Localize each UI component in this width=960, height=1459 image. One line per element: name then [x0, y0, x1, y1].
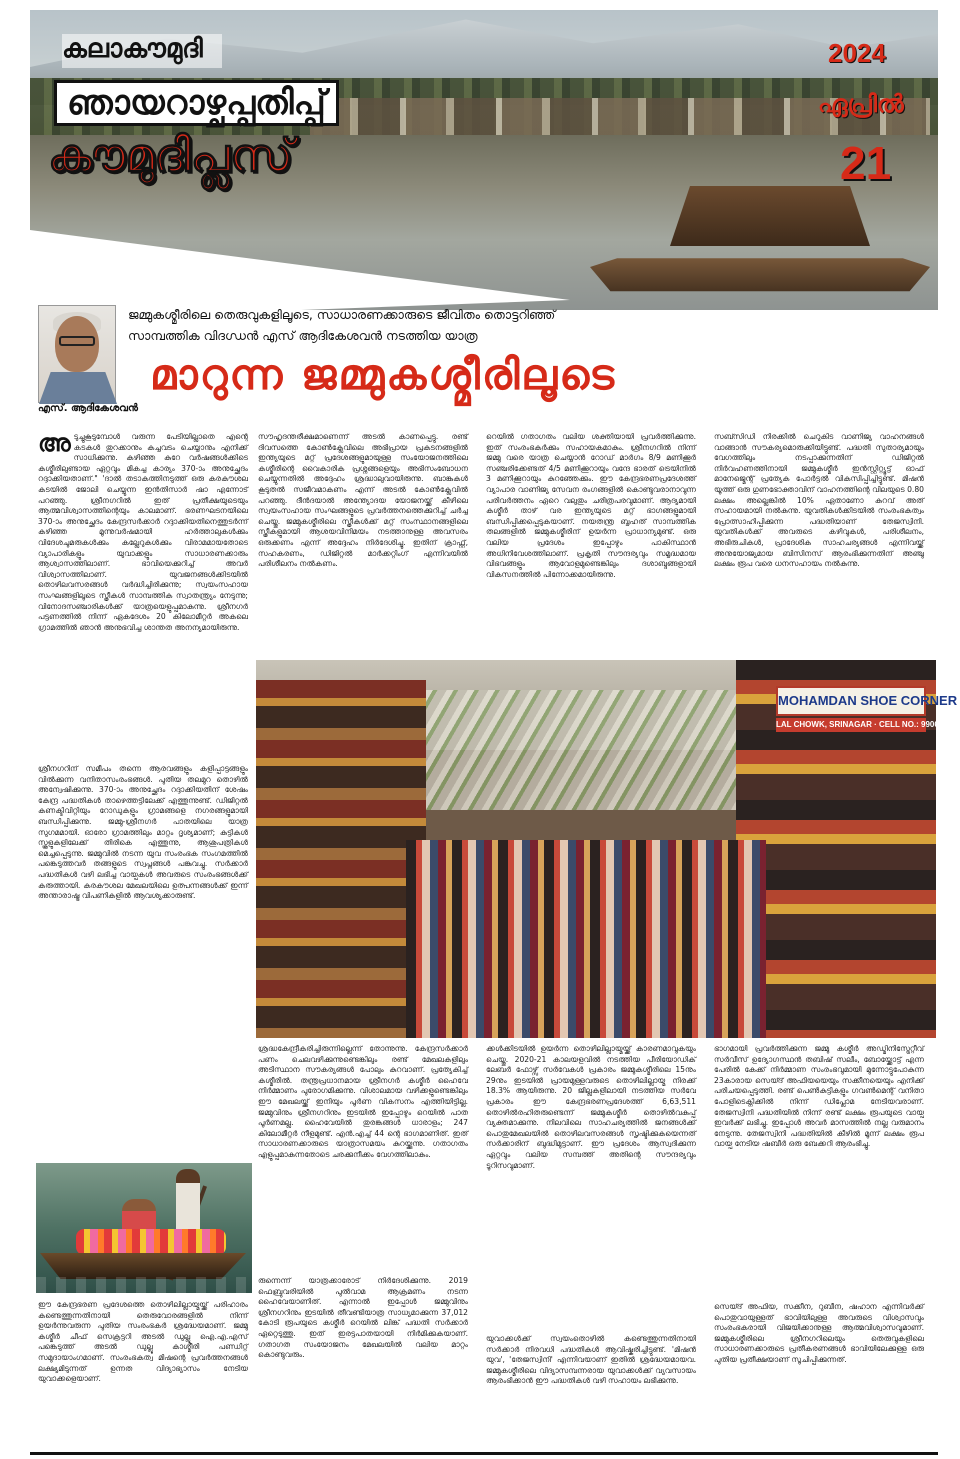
- column-2-foot: രുന്നെന്ന് യാത്രക്കാരോട് നിർദേശിക്കുന്നു. 2019 ഫെബ്രുവരിയിൽ പുൽവാമ ആക്രമണം നടന്ന ഹൈവേയാണിത്. എന്നാൽ ഇപ്പോൾ ജമ്മുവിനും ശ്രീനഗറിനും ഇടയിൽ തീവണ്ടിയാത്ര സാധ്യമാക്കുന്ന 37,012 കോടി രൂപയുടെ കശ്മീർ റെയിൽ ലിങ്ക് പദ്ധതി സർക്കാർ ഏറ്റെടുത്തു. ഇത് ഇരട്ടപാതയായി നിർമിക്കുകയാണ്. ഗതാഗത സംയോജനം മേഖലയിൽ വലിയ മാറ്റം കൊണ്ടുവരും.: [258, 1276, 468, 1360]
- issue-month: ഏപ്രിൽ: [818, 90, 904, 118]
- left-shop-stalls: [256, 680, 426, 1038]
- shop-sign: MOHAMDAN SHOE CORNER: [776, 686, 926, 716]
- bottom-rule: [30, 1452, 938, 1455]
- supplement-name: ഞായറാഴ്ചപ്പതിപ്പ്: [54, 80, 339, 126]
- boat-hull: [40, 1253, 246, 1279]
- column-4-top: സബ്സിഡി നിരക്കിൽ ചെറുകിട വാണിജ്യ വാഹനങ്ങൾ വാങ്ങാൻ സൗകര്യമൊരുക്കിയിട്ടുണ്ട്. പദ്ധതി സുതാര്യമായും വേഗത്തിലും നടപ്പാക്കുന്നതിന് ഡിജിറ്റൽ നിർവഹണത്തിനായി ജമ്മുകശ്മീർ ഇൻസ്റ്റിറ്റ്യൂട്ട് ഓഫ് മാനേജ്മെന്റ് പ്രത്യേക പോർട്ടൽ വികസിപ്പിച്ചിട്ടുണ്ട്. മിഷൻ യൂത്ത് ഒരു ഗുണഭോക്താവിന് വാഹനത്തിന്റെ വിലയുടെ 0.80 ലക്ഷം അല്ലെങ്കിൽ 10% ഏതാണോ കുറവ് അത് സഹായമായി നൽകുന്നു. യുവതികൾക്കിടയിൽ സംരംഭകത്വം പ്രോത്സാഹിപ്പിക്കുന്ന പദ്ധതിയാണ് തേജസ്വിനി. യുവതികൾക്ക് അവരുടെ കഴിവുകൾ, പരിശീലനം, അഭിരുചികൾ, പ്രാദേശിക സാഹചര്യങ്ങൾ എന്നിവയ്ക്ക് അനുയോജ്യമായ ബിസിനസ് ആരംഭിക്കുന്നതിന് അഞ്ചു ലക്ഷം രൂപ വരെ ധനസഹായം നൽകുന്നു.: [714, 432, 924, 569]
- market-street-photo: [256, 660, 958, 1038]
- column-1-top: [38, 429, 248, 762]
- water-reflection: [36, 1277, 252, 1293]
- column-2-top: സൗഹൃദന്തരീക്ഷമാണെന്ന് അടൽ കാണപ്പെട്ടു. രണ്ട് ദിവസത്തെ കോൺക്ലേവിലെ അഭിപ്രായ പ്രകടനങ്ങളിൽ ഇന്ത്യയുടെ മറ്റ് പ്രദേശങ്ങളുമായുള്ള സംയോജനത്തിലെ കശ്മീരിന്റെ വൈകാരിക പ്രശ്നങ്ങളെയും അഭിസംബോധന ചെയ്യുന്നതിൽ അദ്ദേഹം ശ്രദ്ധാലുവായിരുന്നു. ബാങ്കുകൾ കൂടുതൽ സജീവമാകണം എന്ന് അടൽ കോൺക്ലേവിൽ പറഞ്ഞു. ദീൻദയാൽ അന്ത്യോദയ യോജനയ്ക്ക് കീഴിലെ സ്വയംസഹായ സംഘങ്ങളുടെ പ്രവർത്തനത്തെക്കുറിച്ച് ചർച്ച ചെയ്തു. ജമ്മുകശ്മീരിലെ സ്ത്രീകൾക്ക് മറ്റ് സംസ്ഥാനങ്ങളിലെ സ്ത്രീകളുമായി ആശയവിനിമയം നടത്താനുള്ള അവസരം ഒരുക്കണം എന്ന് അദ്ദേഹം നിർദേശിച്ചു. ഇതിന് ക്രാഫ്റ്റ്, സഹകരണം, ഡിജിറ്റൽ മാർക്കറ്റിംഗ് എന്നിവയിൽ പരിശീലനം നൽകണം.: [258, 432, 468, 569]
- article-intro: ജമ്മുകശ്മീരിലെ തെരുവുകളിലൂടെ, സാധാരണക്കാരുടെ ജീവിതം തൊട്ടറിഞ്ഞ് സാമ്പത്തിക വിദഗ്ധൻ എസ് ആദികേശവൻ നടത്തിയ യാത്ര: [128, 307, 556, 343]
- flower-bouquets: [76, 1229, 226, 1255]
- shikara-canopy: [670, 186, 870, 246]
- publication-name: കലാകൗമുദി: [62, 34, 222, 68]
- flower-boat-photo: [36, 1163, 252, 1293]
- hanging-banners: [426, 690, 756, 810]
- author-glasses: [59, 336, 95, 346]
- column-1-middle: ശ്രീനഗറിന് സമീപം തന്നെ ആരവങ്ങളും കളിപ്പാട്ടങ്ങളും വിൽക്കുന്ന വനിതാസംരംഭങ്ങൾ. പുതിയ തലമുറ തൊഴിൽ അന്വേഷിക്കുന്നു. 370-ാം അനുച്ഛേദം റദ്ദാക്കിയതിന് ശേഷം കേന്ദ്ര പദ്ധതികൾ താഴെത്തട്ടിലേക്ക് എത്തുന്നുണ്ട്. ഡിജിറ്റൽ കണക്ടിവിറ്റിയും റോഡുകളും ഗ്രാമങ്ങളെ നഗരങ്ങളുമായി ബന്ധിപ്പിക്കുന്നു. ജമ്മു-ശ്രീനഗർ പാതയിലെ യാത്ര സുഗമമായി. ഓരോ ഗ്രാമത്തിലും മാറ്റം ദൃശ്യമാണ്; കുട്ടികൾ സ്കൂളുകളിലേക്ക് തിരികെ എത്തുന്നു, ആശുപത്രികൾ മെച്ചപ്പെടുന്നു. ജമ്മുവിൽ നടന്ന യുവ സംരംഭക സംഗമത്തിൽ പങ്കെടുത്തവർ തങ്ങളുടെ സ്വപ്നങ്ങൾ പങ്കുവച്ചു. സർക്കാർ പദ്ധതികൾ വഴി ലഭിച്ച വായ്പകൾ അവരുടെ സംരംഭങ്ങൾക്ക് കരുത്തായി. കരകൗശല മേഖലയിലെ ഉത്പന്നങ്ങൾക്ക് ഇന്ന് അന്താരാഷ്ട്ര വിപണികളിൽ ആവശ്യക്കാരുണ്ട്.: [38, 764, 248, 901]
- column-3-foot: യുവാക്കൾക്ക് സ്വയംതൊഴിൽ കണ്ടെത്തുന്നതിനായി സർക്കാർ നിരവധി പദ്ധതികൾ ആവിഷ്കരിച്ചിട്ടുണ്ട്. 'മിഷൻ യുവ', 'തേജസ്വിനി' എന്നിവയാണ് ഇതിൽ ശ്രദ്ധേയമായവ. ജമ്മുകശ്മീരിലെ വിദ്യാസമ്പന്നരായ യുവാക്കൾക്ക് വ്യവസായം ആരംഭിക്കാൻ ഈ പദ്ധതികൾ വഴി സഹായം ലഭിക്കുന്നു.: [486, 1334, 696, 1386]
- column-1-bottom: ഈ കേന്ദ്രഭരണ പ്രദേശത്തെ തൊഴിലില്ലായ്മയ്ക്ക് പരിഹാരം കണ്ടെത്തുന്നതിനായി തെരുവോരങ്ങളിൽ നിന്ന് ഉയർന്നുവരുന്ന പുതിയ സംരംഭകർ ശ്രദ്ധേയമാണ്. ജമ്മു കശ്മീർ ചീഫ് സെക്രട്ടറി അടൽ ഡുല്ലൂ ഐ.എ.എസ് പങ്കെടുത്ത് അടൽ ഡുല്ലൂ കാശ്മീരി പണ്ഡിറ്റ് സമുദായാംഗമാണ്. സംരംഭകത്വ മിഷന്റെ പ്രവർത്തനങ്ങൾ ലക്ഷ്യമിടുന്നത് ഉന്നത വിദ്യാഭ്യാസം നേടിയ യുവാക്കളെയാണ്.: [38, 1300, 248, 1384]
- shop-sign-subtitle: LAL CHOWK, SRINAGAR · CELL NO.: 9906781: [776, 718, 926, 732]
- column-4-foot: സെയ്ദ് അഫിയ, സക്കീന, റുബീന, ഷഹാന എന്നിവർക്ക് പൊതുവായുള്ളത് ഭാവിയിലുള്ള അവരുടെ വിശ്വാസവും സംരംഭകരായി വിജയിക്കാനുള്ള ആത്മവിശ്വാസവുമാണ്. ജമ്മുകശ്മീരിലെ ശ്രീനഗറിലെയും തെരുവുകളിലെ സാധാരണക്കാരുടെ പ്രതീകരണങ്ങൾ ഭാവിയിലേക്കുള്ള ഒരു പുതിയ പ്രതീക്ഷയാണ് സൂചിപ്പിക്കുന്നത്.: [714, 1302, 924, 1364]
- column-2-bottom: ശ്രദ്ധകേന്ദ്രീകരിച്ചിരുന്നില്ലെന്ന് തോന്നുന്നു. കേന്ദ്രസർക്കാർ പണം ചെലവഴിക്കുന്നുണ്ടെങ്കിലും രണ്ട് മേഖലകളിലും അടിസ്ഥാന സൗകര്യങ്ങൾ പോലും കുറവാണ്. പ്രത്യേകിച്ച് കശ്മീരിൽ. തന്ത്രപ്രധാനമായ ശ്രീനഗർ കശ്മീർ ഹൈവേ നിർമ്മാണം പുരോഗമിക്കുന്നു. വിശാലമായ വഴിക്കളുണ്ടെങ്കിലും ഈ മേഖലയ്ക്ക് ഇനിയും പൂർണ വികസനം എത്തിയിട്ടില്ല. ജമ്മുവിനും ശ്രീനഗറിനും ഇടയിൽ ഇപ്പോഴും റെയിൽ പാത പൂർണമല്ല. ഹൈവേയിൽ തുരങ്കങ്ങൾ ധാരാളം; 247 കിലോമീറ്റർ നീളമുണ്ട്. എൻ.എച്ച് 44 ന്റെ ഭാഗമാണിത്. ഇത് സാധാരണക്കാരുടെ യാത്രാസമയം കുറയ്ക്കുന്നു. ഗതാഗതം എളുപ്പമാകുന്നതോടെ ചരക്കുനീക്കം വേഗത്തിലാകും.: [258, 1044, 468, 1159]
- issue-year: 2024: [828, 38, 886, 68]
- author-photo: [38, 305, 116, 403]
- author-byline: എസ്. ആദികേശവൻ: [38, 403, 138, 414]
- article-headline: മാറുന്ന ജമ്മുകശ്മീരിലൂടെ: [150, 350, 616, 399]
- drop-cap: അ: [38, 429, 71, 457]
- column-3-bottom: ക്കൾക്കിടയിൽ ഉയർന്ന തൊഴിലില്ലായ്മയ്ക്ക് കാരണമാവുകയും ചെയ്തു. 2020-21 കാലയളവിൽ നടത്തിയ പീരിയോഡിക് ലേബർ ഫോഴ്സ് സർവേകൾ പ്രകാരം ജമ്മുകശ്മീരിലെ 15നും 29നും ഇടയിൽ പ്രായമുള്ളവരുടെ തൊഴിലില്ലായ്മ നിരക്ക് 18.3% ആയിരുന്നു. 20 ജില്ലകളിലായി നടത്തിയ സർവേ പ്രകാരം ഈ കേന്ദ്രഭരണപ്രദേശത്ത് 6,63,511 തൊഴിൽരഹിതരുണ്ടെന്ന് ജമ്മുകശ്മീർ തൊഴിൽവകുപ്പ് വ്യക്തമാക്കുന്നു. നിലവിലെ സാഹചര്യത്തിൽ ജനങ്ങൾക്ക് പൊതുമേഖലയിൽ തൊഴിലവസരങ്ങൾ സൃഷ്ടിക്കുകയെന്നത് സർക്കാരിന് ബുദ്ധിമുട്ടാണ്. ഈ പ്രദേശം ആസ്വദിക്കുന്ന ഏറ്റവും വലിയ സമ്പത്ത് അതിന്റെ സൗന്ദര്യവും ടൂറിസവുമാണ്.: [486, 1044, 696, 1170]
- right-shop-stalls: [736, 660, 936, 1038]
- issue-day: 21: [840, 137, 892, 189]
- brand-logo: കൗമുദിപ്ലസ്: [48, 128, 294, 182]
- column-3-top: റെയിൽ ഗതാഗതം വലിയ ശക്തിയായി പ്രവർത്തിക്കുന്നു. ഇത് സംരംഭകർക്കും സഹായകമാകും. ശ്രീനഗറിൽ നിന്ന് ജമ്മു വരെ യാത്ര ചെയ്യാൻ റോഡ് മാർഗം 8/9 മണിക്കൂർ സഞ്ചരിക്കേണ്ടത് 4/5 മണിക്കൂറായും വന്ദേ ഭാരത് ട്രെയിനിൽ 3 മണിക്കൂറായും കുറഞ്ഞേക്കും. ഈ കേന്ദ്രഭരണപ്രദേശത്ത് വ്യാപാര വാണിജ്യ സേവന രംഗങ്ങളിൽ കൊണ്ടുവരാനാവുന്ന പരിവർത്തനം ഏറെ വലുതും ചരിത്രപരവുമാണ്. ആദ്യമായി കശ്മീർ താഴ് വര ഇന്ത്യയുടെ മറ്റ് ഭാഗങ്ങളുമായി ബന്ധിപ്പിക്കപ്പെടുകയാണ്. നയതന്ത്ര ബൃഹത് സാമ്പത്തിക തലങ്ങളിൽ ജമ്മുകശ്മീരിന് ഉയർന്ന പ്രാധാന്യമുണ്ട്. ഒരു വലിയ പ്രദേശം ഇപ്പോഴും പാകിസ്ഥാൻ അധിനിവേശത്തിലാണ്. പ്രകൃതി സൗന്ദര്യവും സമൃദ്ധമായ വിഭവങ്ങളും ആവോളമുണ്ടെങ്കിലും ദശാബ്ദങ്ങളായി വികസനത്തിൽ പിന്നോക്കമായിരുന്നു.: [486, 432, 696, 579]
- column-text: ടുച്ചുകൂടുമ്പോൾ വരുന്ന പേടിയില്ലാതെ എന്റെ കടകൾ തുറക്കാനും കച്ചവടം ചെയ്യാനും എനിക്ക് സാധിക്കുന്നു. കഴിഞ്ഞ കുറേ വർഷങ്ങൾക്കിടെ കശ്മീരിലുണ്ടായ ഏറ്റവും മികച്ച കാര്യം 370-ാം അനുച്ഛേദം റദ്ദാക്കിയതാണ്." 'ദാൽ തടാകത്തിനടുത്ത് ഒരു കരകൗശല കടയിൽ ജോലി ചെയ്യുന്ന ഇൻതിസാർ ഷാ എന്നോട് പറഞ്ഞു. ശ്രീനഗറിൽ ഇത് പ്രതീക്ഷയുടെയും ആത്മവിശ്വാസത്തിന്റെയും കാലമാണ്. ഭരണഘടനയിലെ 370-ാം അനുച്ഛേദം കേന്ദ്രസർക്കാർ റദ്ദാക്കിയതിനെത്തുടർന്ന് കഴിഞ്ഞ മൂന്നുവർഷമായി ഹർത്താലുകൾക്കും വിദേശചുമരുകൾക്കും കല്ലേറുകൾക്കും വിരാമമായതോടെ വ്യാപാരികളും യുവാക്കളും സാധാരണക്കാരും ആശ്വാസത്തിലാണ്. ഭാവിയെക്കുറിച്ച് അവർ വിശ്വാസത്തിലാണ്. യുവജനങ്ങൾക്കിടയിൽ തൊഴിലവസരങ്ങൾ വർദ്ധിച്ചിരിക്കുന്നു; സ്വയംസഹായ സംഘങ്ങളിലൂടെ സ്ത്രീകൾ സാമ്പത്തിക സ്വാതന്ത്ര്യം നേടുന്നു; വിനോദസഞ്ചാരികൾക്ക് യാത്രയെളുപ്പമാകുന്നു. ശ്രീനഗർ പട്ടണത്തിൽ നിന്ന് ഏകദേശം 20 കിലോമീറ്റർ അകലെ ഗ്രാമത്തിൽ ഞാൻ അനുഭവിച്ച ശാന്തത അനന്യമായിരുന്നു.: [38, 432, 248, 632]
- column-4-bottom: ഭാഗമായി പ്രവർത്തിക്കുന്ന ജമ്മു കശ്മീർ അഡ്മിനിസ്ട്രേറ്റീവ് സർവീസ് ഉദ്യോഗസ്ഥൻ തബിഷ് സലീം, ബോയ്ക്കോട്ട് എന്ന പേരിൽ കേക്ക് നിർമ്മാണ സംരംഭവുമായി മുന്നോട്ടുപോകുന്ന 23കാരായ സെയ്ദ് അഫിയയെയും സക്കീനയെയും എനിക്ക് പരിചയപ്പെടുത്തി. രണ്ട് പെൺകുട്ടികളും ഗവൺമെന്റ് വനിതാ പോളിടെക്നിക്കിൽ നിന്ന് ഡിപ്ലോമ നേടിയവരാണ്. തേജസ്വിനി പദ്ധതിയിൽ നിന്ന് രണ്ട് ലക്ഷം രൂപയുടെ വായ്പ ഇവർക്ക് ലഭിച്ചു. ഇപ്പോൾ അവർ മാസത്തിൽ നല്ല വരുമാനം നേടുന്നു. തേജസ്വിനി പദ്ധതിയിൽ കീഴിൽ മൂന്ന് ലക്ഷം രൂപ വായ്പ നേടിയ ഷബീർ ഒരു ബേക്കറി ആരംഭിച്ചു.: [714, 1044, 924, 1149]
- crowd-of-shoppers: [406, 840, 766, 1038]
- author-shirt: [39, 372, 117, 404]
